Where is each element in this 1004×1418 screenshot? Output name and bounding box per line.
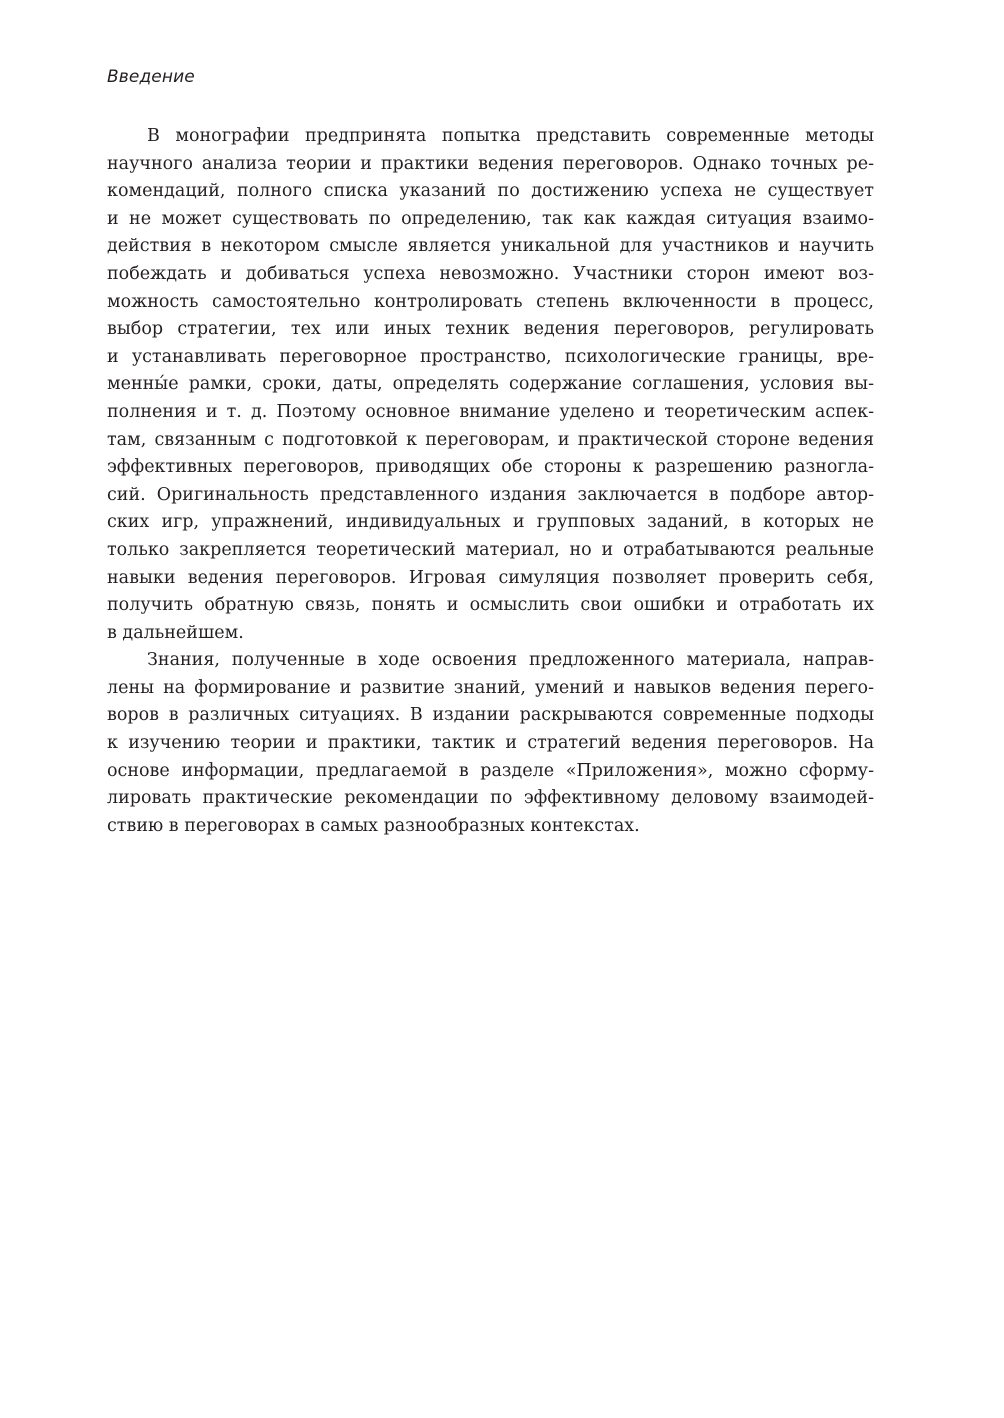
text-line: можность самостоятельно контролировать степень включенности в процесс, — [107, 291, 874, 312]
running-header-section-title: Введение — [107, 67, 195, 87]
text-line: там, связанным с подготовкой к переговорам, и практической стороне ведения — [107, 429, 874, 450]
text-line: и не может существовать по определению, так как каждая ситуация взаимо- — [107, 208, 874, 229]
text-line: комендаций, полного списка указаний по достижению успеха не существует — [107, 181, 874, 202]
text-line: ствию в переговорах в самых разнообразных контекстах. — [107, 815, 640, 836]
text-line: и устанавливать переговорное пространство, психологические границы, вре- — [107, 346, 874, 367]
text-line: только закрепляется теоретический материал, но и отрабатываются реальные — [107, 539, 874, 560]
text-line: к изучению теории и практики, тактик и стратегий ведения переговоров. На — [107, 733, 874, 754]
text-line: В монографии предпринята попытка представить современные методы — [147, 126, 874, 146]
text-line: основе информации, предлагаемой в разделе «Приложения», можно сформу- — [107, 760, 874, 781]
text-line: полнения и т. д. Поэтому основное внимание уделено и теоретическим аспек- — [107, 401, 874, 422]
text-line: навыки ведения переговоров. Игровая симуляция позволяет проверить себя, — [107, 567, 874, 588]
text-line: лировать практические рекомендации по эффективному деловому взаимодей- — [107, 788, 874, 809]
text-line: Знания, полученные в ходе освоения предложенного материала, направ- — [147, 650, 874, 671]
text-line: научного анализа теории и практики ведения переговоров. Однако точных ре- — [107, 153, 874, 174]
paragraph — [107, 123, 874, 647]
text-line: воров в различных ситуациях. В издании раскрываются современные подходы — [107, 705, 874, 726]
text-line: действия в некотором смысле является уникальной для участников и научить — [107, 236, 874, 257]
text-line: эффективных переговоров, приводящих обе стороны к разрешению разногла- — [107, 457, 874, 478]
text-line: сий. Оригинальность представленного издания заключается в подборе автор- — [107, 484, 874, 505]
text-line: получить обратную связь, понять и осмыслить свои ошибки и отработать их — [107, 595, 874, 616]
text-line: лены на формирование и развитие знаний, умений и навыков ведения перего- — [107, 677, 874, 698]
body-text — [107, 123, 874, 840]
text-line: менны́е рамки, сроки, даты, определять содержание соглашения, условия вы- — [107, 374, 874, 395]
text-line: в дальнейшем. — [107, 622, 244, 643]
text-line: выбор стратегии, тех или иных техник ведения переговоров, регулировать — [107, 319, 874, 340]
text-line: побеждать и добиваться успеха невозможно. Участники сторон имеют воз- — [107, 263, 874, 284]
paragraph — [107, 647, 874, 840]
text-line: ских игр, упражнений, индивидуальных и групповых заданий, в которых не — [107, 512, 874, 533]
